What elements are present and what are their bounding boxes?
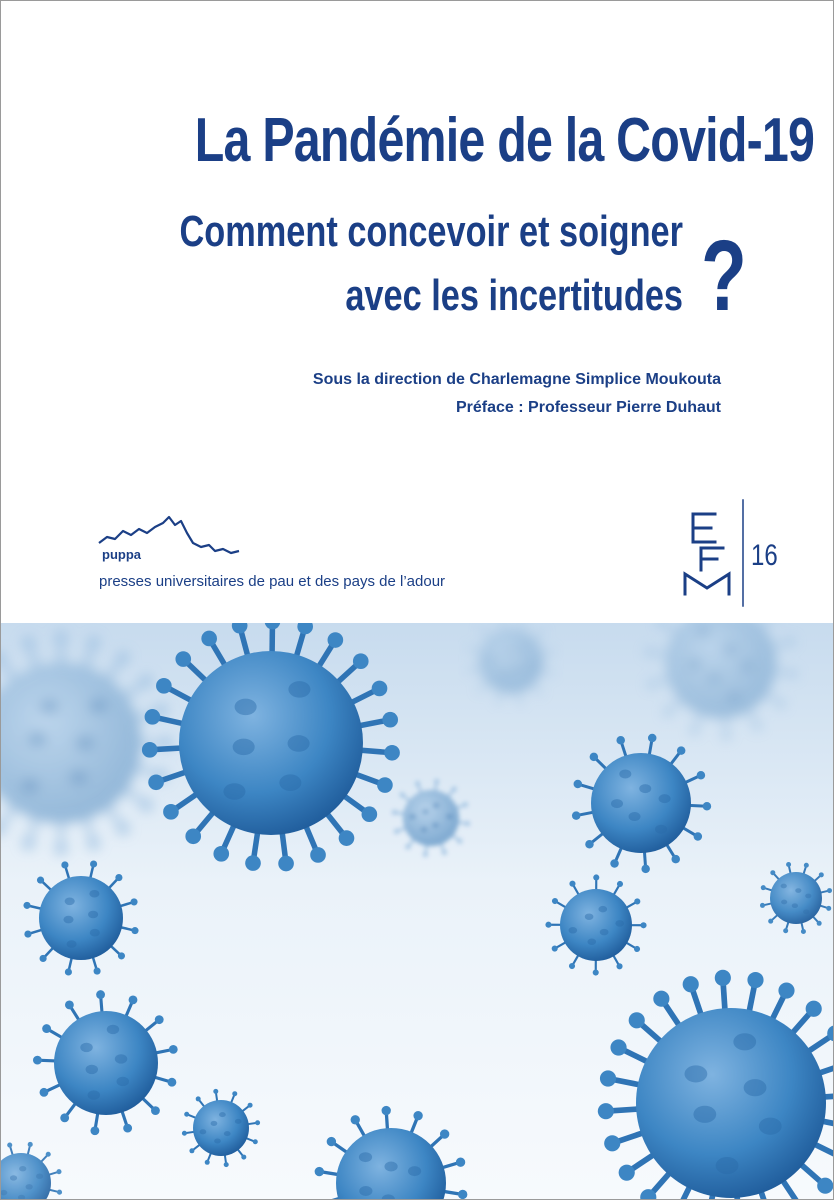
virus-illustration — [1, 623, 834, 1200]
virus-particle — [23, 860, 138, 975]
title-question-mark: ? — [701, 220, 747, 332]
preface-credit: Préface : Professeur Pierre Duhaut — [456, 399, 721, 416]
title-line-2: Comment concevoir et soigner — [179, 207, 684, 256]
virus-particle — [760, 862, 832, 934]
title-line-1: La Pandémie de la Covid-19 — [194, 106, 815, 175]
series-number: 16 — [751, 539, 778, 572]
puppa-logo-text: puppa — [102, 547, 141, 562]
editor-credit: Sous la direction de Charlemagne Simplice Moukouta — [312, 371, 721, 388]
title-line-3: avec les incertitudes — [345, 271, 683, 320]
publisher-name: presses universitaires de pau et des pays de l’adour — [99, 573, 446, 590]
